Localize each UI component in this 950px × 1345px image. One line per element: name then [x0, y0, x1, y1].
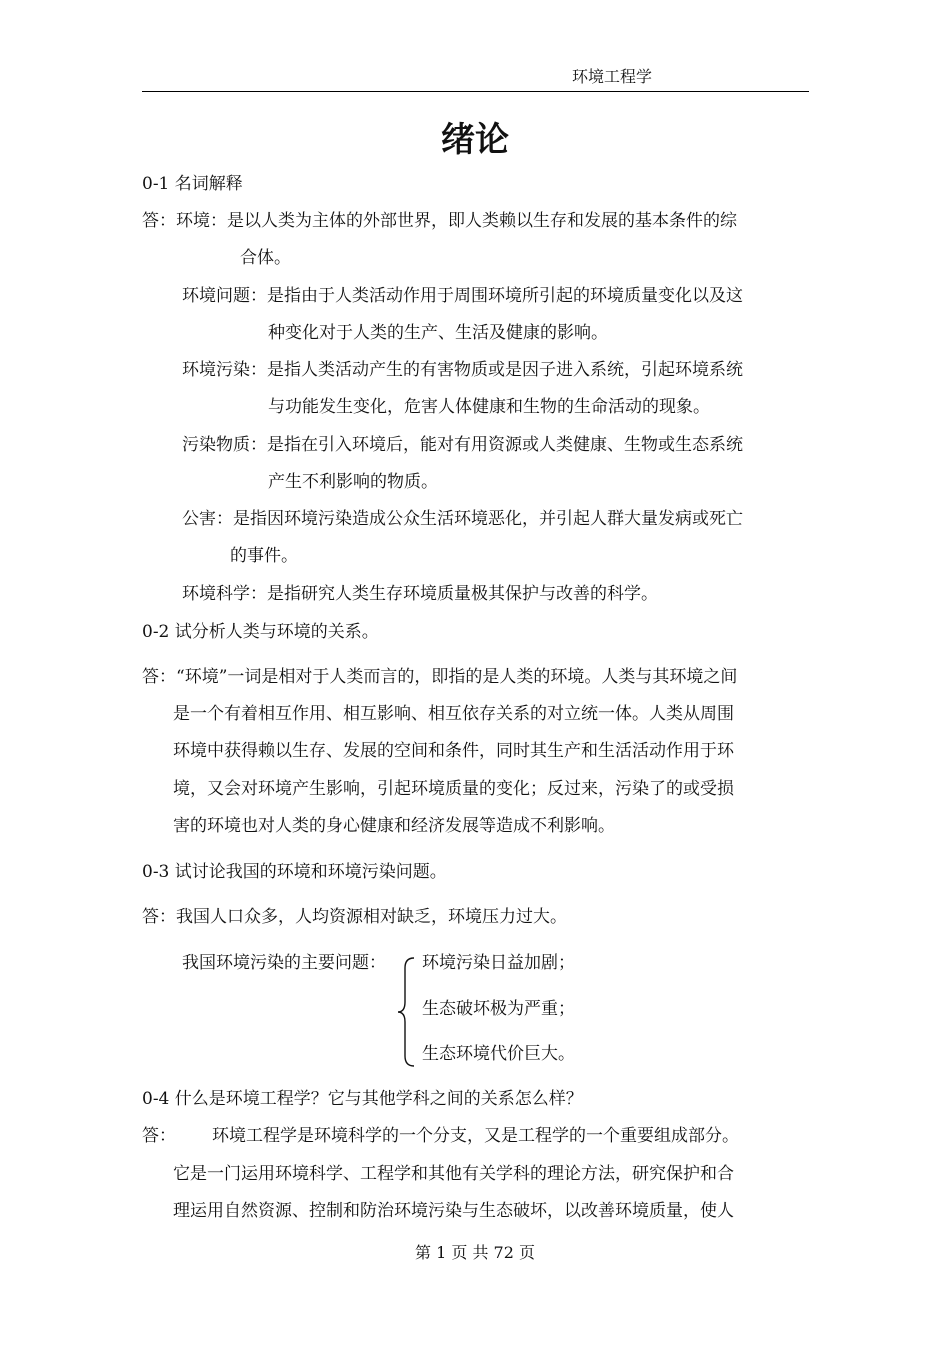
answer-line: 种变化对于人类的生产、生活及健康的影响。	[268, 323, 608, 343]
answer-line: 害的环境也对人类的身心健康和经济发展等造成不利影响。	[173, 816, 615, 836]
curly-brace-icon	[396, 956, 418, 1068]
answer-line: 环境污染：是指人类活动产生的有害物质或是因子进入系统，引起环境系统	[182, 360, 743, 380]
header-rule	[142, 91, 809, 92]
answer-line: 是一个有着相互作用、相互影响、相互依存关系的对立统一体。人类从周围	[173, 704, 734, 724]
answer-line: 答：环境：是以人类为主体的外部世界，即人类赖以生存和发展的基本条件的综	[142, 211, 737, 231]
answer-line: 公害：是指因环境污染造成公众生活环境恶化，并引起人群大量发病或死亡	[182, 509, 743, 529]
answer-line: 理运用自然资源、控制和防治环境污染与生态破坏，以改善环境质量，使人	[173, 1201, 734, 1221]
answer-line: 的事件。	[230, 546, 298, 566]
answer-prefix: 答：	[142, 1126, 176, 1146]
question-0-3: 0-3 试讨论我国的环境和环境污染问题。	[142, 862, 447, 882]
answer-line: 答：我国人口众多，人均资源相对缺乏，环境压力过大。	[142, 907, 567, 927]
question-0-1: 0-1 名词解释	[142, 174, 243, 194]
answer-line: 环境科学：是指研究人类生存环境质量极其保护与改善的科学。	[182, 584, 658, 604]
problem-item: 生态破坏极为严重；	[422, 999, 575, 1019]
problems-label: 我国环境污染的主要问题：	[182, 953, 386, 973]
answer-line: 合体。	[240, 248, 291, 268]
answer-line: 它是一门运用环境科学、工程学和其他有关学科的理论方法，研究保护和合	[173, 1164, 734, 1184]
answer-line: 境，又会对环境产生影响，引起环境质量的变化；反过来，污染了的或受损	[173, 779, 734, 799]
question-0-2: 0-2 试分析人类与环境的关系。	[142, 622, 379, 642]
chapter-title: 绪论	[441, 120, 509, 160]
answer-line: 产生不利影响的物质。	[268, 472, 438, 492]
page-footer: 第 1 页 共 72 页	[415, 1243, 535, 1262]
answer-line: 环境中获得赖以生存、发展的空间和条件，同时其生产和生活活动作用于环	[173, 741, 734, 761]
answer-line: 环境工程学是环境科学的一个分支，又是工程学的一个重要组成部分。	[212, 1126, 739, 1146]
running-header: 环境工程学	[572, 67, 653, 86]
problem-item: 生态环境代价巨大。	[422, 1044, 575, 1064]
answer-line: 答：“环境”一词是相对于人类而言的，即指的是人类的环境。人类与其环境之间	[142, 667, 738, 687]
answer-line: 与功能发生变化，危害人体健康和生物的生命活动的现象。	[268, 397, 710, 417]
problem-item: 环境污染日益加剧；	[422, 953, 575, 973]
answer-line: 污染物质：是指在引入环境后，能对有用资源或人类健康、生物或生态系统	[182, 435, 743, 455]
question-0-4: 0-4 什么是环境工程学？它与其他学科之间的关系怎么样？	[142, 1089, 583, 1109]
answer-line: 环境问题：是指由于人类活动作用于周围环境所引起的环境质量变化以及这	[182, 286, 743, 306]
